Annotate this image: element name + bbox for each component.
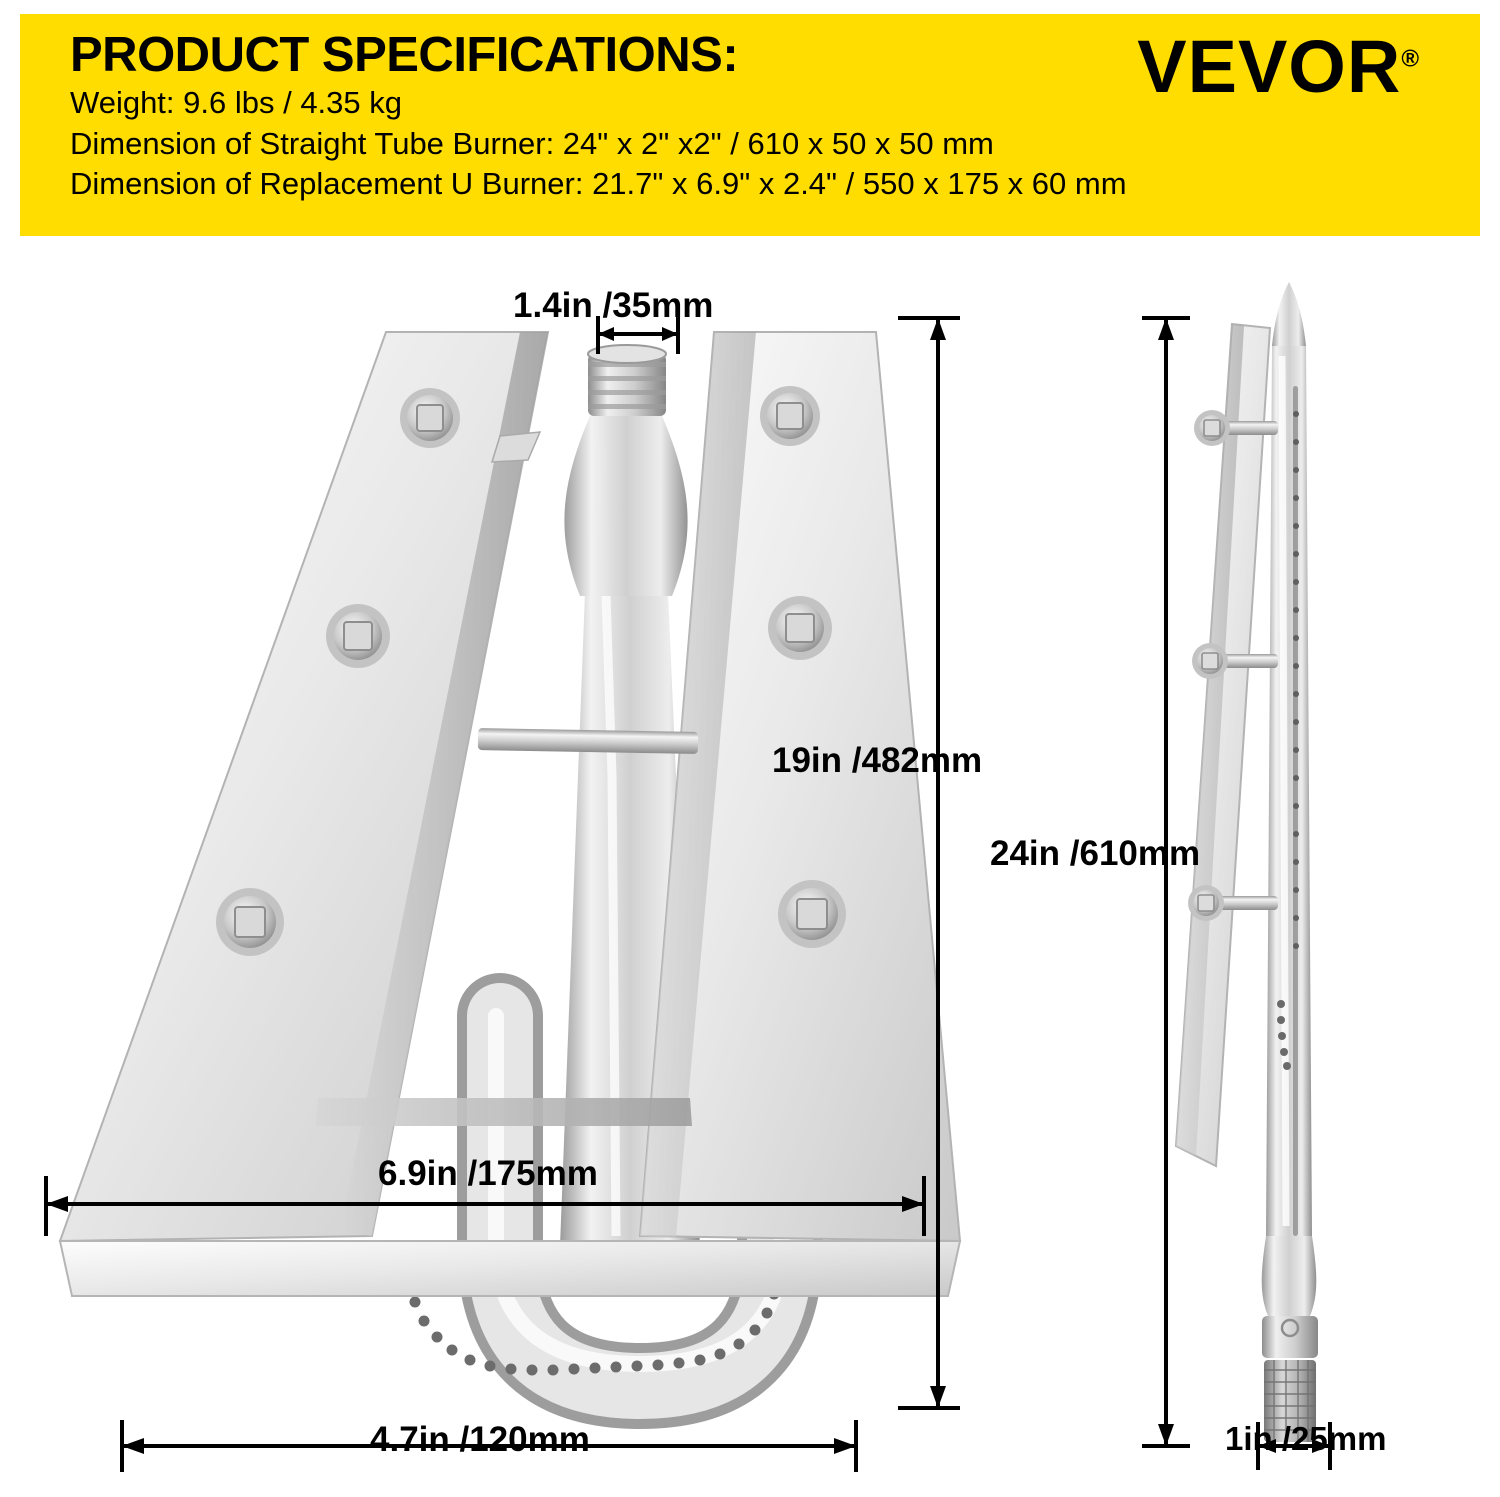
straight-burner-tube <box>1262 282 1318 1442</box>
dimension-label-tube-diameter: 1.4in /35mm <box>513 286 714 325</box>
page-title: PRODUCT SPECIFICATIONS: <box>70 28 739 82</box>
registered-trademark-icon: ® <box>1401 45 1420 73</box>
center-cross-brace <box>478 728 698 754</box>
dimension-label-u-bend-width: 4.7in /120mm <box>370 1420 590 1459</box>
dimension-label-u-burner-width: 6.9in /175mm <box>378 1154 598 1193</box>
u-burner-assembly <box>60 332 960 1386</box>
spec-weight: Weight: 9.6 lbs / 4.35 kg <box>70 85 403 121</box>
product-specifications-banner <box>20 14 1480 236</box>
vevor-logo <box>1137 25 1420 108</box>
product-diagram <box>0 236 1500 1497</box>
dimension-label-straight-burner-width: 1in /25mm <box>1225 1420 1387 1457</box>
spec-replacement-u-burner: Dimension of Replacement U Burner: 21.7" x 6.9" x 2.4" / 550 x 175 x 60 mm <box>70 166 1127 202</box>
brand-name: VEVOR <box>1137 25 1402 108</box>
straight-burner-heat-plate <box>1176 324 1270 1166</box>
spec-straight-tube-burner: Dimension of Straight Tube Burner: 24" x 2" x2" / 610 x 50 x 50 mm <box>70 125 994 161</box>
diagram-illustration <box>0 236 1500 1497</box>
dimension-label-u-burner-height: 19in /482mm <box>772 741 983 780</box>
straight-burner-ports <box>1293 386 1298 1236</box>
dimension-label-straight-burner-length: 24in /610mm <box>990 834 1201 873</box>
